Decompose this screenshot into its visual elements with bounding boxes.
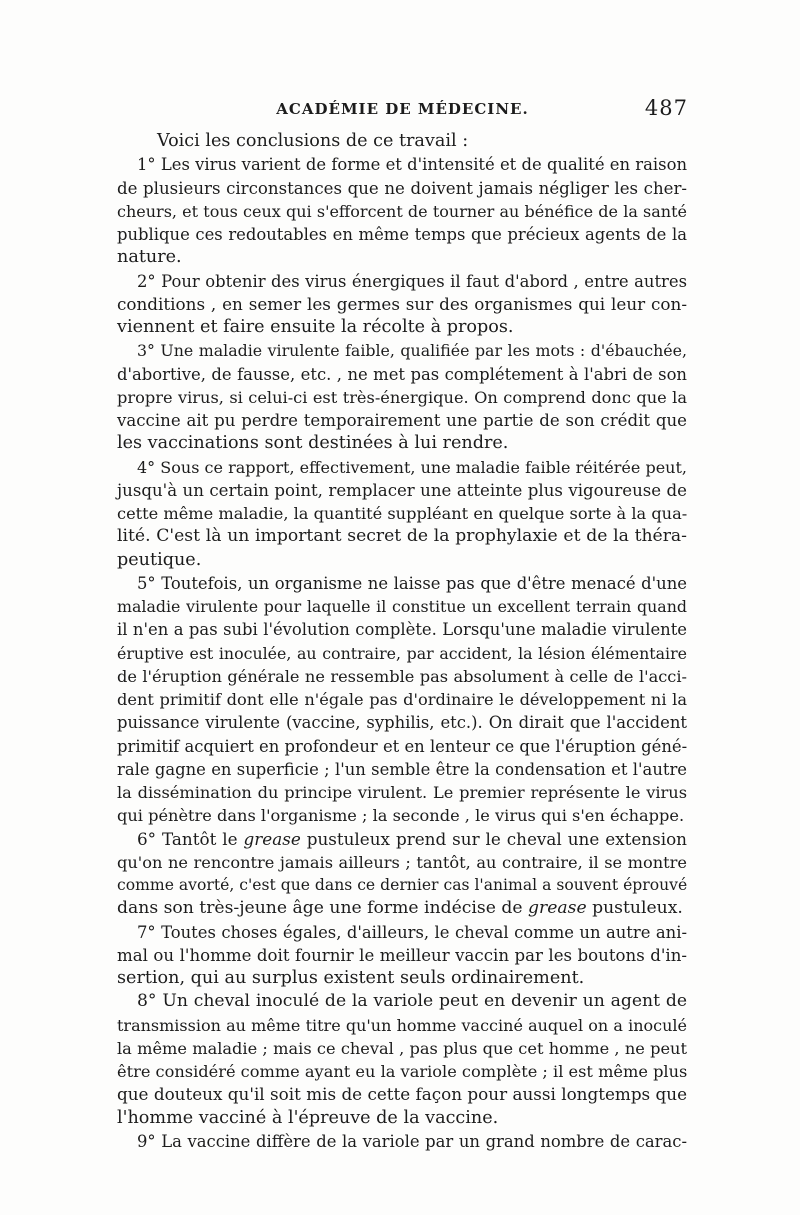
- text-line: que douteux qu'il soit mis de cette façon pour aussi longtemps que: [117, 1084, 687, 1105]
- running-head: [117, 96, 688, 128]
- body-text: [117, 130, 687, 1153]
- conclusion-9: [117, 1130, 687, 1153]
- text-line: de plusieurs circonstances que ne doivent jamais négliger les cher-: [117, 178, 687, 198]
- text-line: conditions , en semer les germes sur des organismes qui leur con-: [117, 293, 687, 314]
- page-number: 487: [644, 96, 688, 120]
- text-line: propre virus, si celui-ci est très-énergique. On comprend donc que la: [117, 387, 687, 407]
- text-line: publique ces redoutables en même temps que précieux agents de la: [117, 225, 687, 244]
- text-line: Voici les conclusions de ce travail :: [157, 131, 469, 151]
- text-line: cette même maladie, la quantité suppléant en quelque sorte à la qua-: [117, 504, 688, 523]
- text-line: 9° La vaccine diffère de la variole par un grand nombre de carac-: [137, 1131, 687, 1151]
- text-line: les vaccinations sont destinées à lui rendre.: [117, 433, 509, 454]
- conclusion-3: [117, 339, 687, 455]
- conclusion-8: [117, 990, 687, 1130]
- text-line: vaccine ait pu perdre temporairement une partie de son crédit que: [117, 411, 687, 430]
- text-line: dent primitif dont elle n'égale pas d'ordinaire le développement ni la: [117, 690, 687, 709]
- text-line: la même maladie ; mais ce cheval , pas plus que cet homme , ne peut: [117, 1038, 687, 1058]
- text-line: d'abortive, de fausse, etc. , ne met pas complétement à l'abri de son: [117, 364, 687, 384]
- text-line: la dissémination du principe virulent. Le premier représente le virus: [117, 783, 687, 802]
- text-line: qu'on ne rencontre jamais ailleurs ; tantôt, au contraire, il se montre: [117, 852, 687, 872]
- text-line: être considéré comme ayant eu la variole complète ; il est même plus: [117, 1062, 688, 1081]
- text-line: 2° Pour obtenir des virus énergiques il faut d'abord , entre autres: [137, 271, 687, 291]
- text-line: 1° Les virus varient de forme et d'intensité et de qualité en raison: [137, 155, 687, 175]
- text-line: l'homme vacciné à l'épreuve de la vaccine.: [117, 1107, 499, 1128]
- text-line: dans son très-jeune âge une forme indécise de grease pustuleux.: [117, 898, 683, 919]
- text-line: lité. C'est là un important secret de la prophylaxie et de la théra-: [117, 526, 687, 547]
- text-line: puissance virulente (vaccine, syphilis, etc.). On dirait que l'accident: [117, 713, 687, 733]
- text-line: 4° Sous ce rapport, effectivement, une maladie faible réitérée peut,: [137, 457, 687, 477]
- text-line: 3° Une maladie virulente faible, qualifiée par les mots : d'ébauchée,: [137, 341, 687, 361]
- text-line: 5° Toutefois, un organisme ne laisse pas que d'être menacé d'une: [137, 573, 687, 593]
- conclusion-2: [117, 270, 687, 340]
- intro-line: [117, 130, 687, 153]
- text-line: primitif acquiert en profondeur et en lenteur ce que l'éruption géné-: [117, 736, 688, 756]
- conclusion-5: [117, 572, 687, 828]
- text-line: de l'éruption générale ne ressemble pas absolument à celle de l'acci-: [117, 666, 687, 686]
- text-line: jusqu'à un certain point, remplacer une atteinte plus vigoureuse de: [117, 480, 687, 500]
- text-line: sertion, qui au surplus existent seuls ordinairement.: [117, 968, 585, 988]
- text-line: comme avorté, c'est que dans ce dernier cas l'animal a souvent éprouvé: [117, 876, 688, 894]
- conclusion-4: [117, 456, 687, 572]
- text-line: maladie virulente pour laquelle il constitue un excellent terrain quand: [117, 597, 687, 616]
- conclusion-7: [117, 921, 687, 991]
- text-line: viennent et faire ensuite la récolte à propos.: [117, 317, 514, 337]
- text-line: 7° Toutes choses égales, d'ailleurs, le cheval comme un autre ani-: [137, 922, 687, 942]
- text-line: 8° Un cheval inoculé de la variole peut en devenir un agent de: [137, 991, 687, 1012]
- text-line: mal ou l'homme doit fournir le meilleur vaccin par les boutons d'in-: [117, 945, 687, 965]
- text-line: qui pénètre dans l'organisme ; la seconde , le virus qui s'en échappe.: [117, 806, 685, 826]
- text-line: 6° Tantôt le grease pustuleux prend sur le cheval une extension: [137, 828, 687, 849]
- text-line: il n'en a pas subi l'évolution complète. Lorsqu'une maladie virulente: [117, 620, 687, 640]
- text-line: éruptive est inoculée, au contraire, par accident, la lésion élémentaire: [117, 643, 687, 663]
- text-line: peutique.: [117, 549, 202, 570]
- conclusion-6: [117, 828, 687, 921]
- running-title: ACADÉMIE DE MÉDECINE.: [276, 100, 529, 118]
- text-line: transmission au même titre qu'un homme vacciné auquel on a inoculé: [117, 1015, 687, 1035]
- conclusion-1: [117, 153, 687, 269]
- text-line: nature.: [117, 247, 182, 268]
- text-line: rale gagne en superficie ; l'un semble être la condensation et l'autre: [117, 759, 687, 779]
- text-line: cheurs, et tous ceux qui s'efforcent de tourner au bénéfice de la santé: [117, 201, 687, 221]
